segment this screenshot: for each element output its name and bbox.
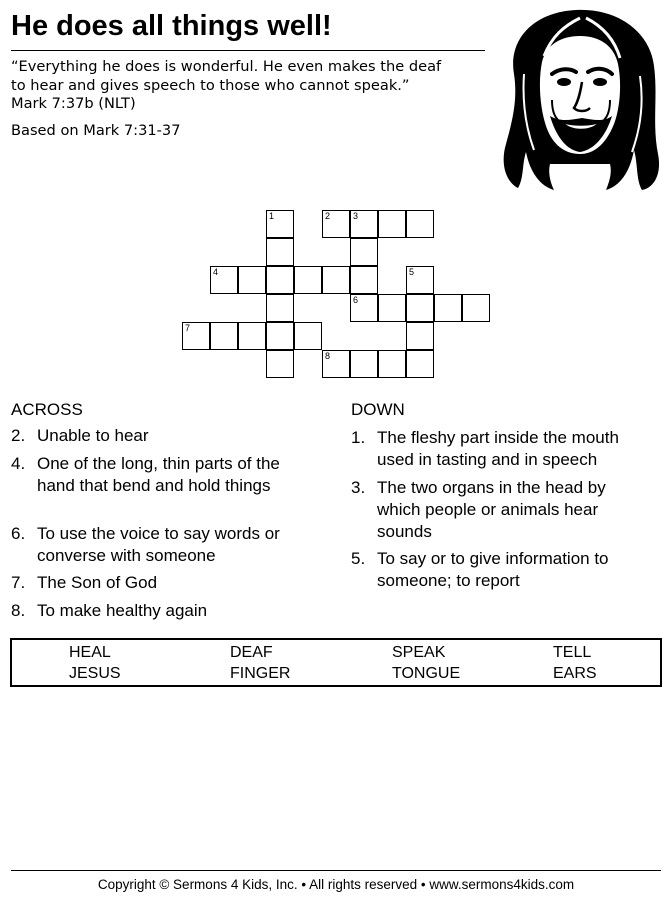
crossword-cell[interactable]: [350, 266, 378, 294]
crossword-cell[interactable]: [462, 294, 490, 322]
scripture-quote: [11, 57, 491, 95]
clue-line: someone; to report: [377, 571, 520, 590]
clue-line: used in tasting and in speech: [377, 450, 598, 469]
cell-number: 6: [353, 295, 359, 305]
cell-number: 5: [409, 267, 415, 277]
crossword-cell[interactable]: [406, 350, 434, 378]
clue-text: [377, 548, 609, 592]
clue-line: To use the voice to say words or: [37, 524, 280, 543]
crossword-cell[interactable]: [378, 210, 406, 238]
crossword-cell[interactable]: [266, 294, 294, 322]
clue-number: 8.: [11, 601, 26, 620]
cell-number: 7: [185, 323, 191, 333]
crossword-cell[interactable]: [294, 266, 322, 294]
word-bank-item: EARS: [553, 665, 597, 682]
crossword-cell[interactable]: [406, 322, 434, 350]
clue-line: sounds: [377, 522, 432, 541]
crossword-cell[interactable]: [378, 294, 406, 322]
across-clue: [11, 453, 280, 497]
crossword-cell[interactable]: [350, 350, 378, 378]
cell-number: 8: [325, 351, 331, 361]
crossword-cell[interactable]: [350, 294, 378, 322]
clue-line: One of the long, thin parts of the: [37, 454, 280, 473]
crossword-cell[interactable]: [322, 266, 350, 294]
word-bank-item: DEAF: [230, 644, 273, 661]
word-bank-item: FINGER: [230, 665, 291, 682]
clue-number: 6.: [11, 524, 26, 543]
word-bank-item: SPEAK: [392, 644, 446, 661]
crossword-cell[interactable]: [266, 210, 294, 238]
footer-divider: [11, 870, 661, 871]
quote-line: “Everything he does is wonderful. He even makes the deaf: [11, 58, 442, 75]
across-clue: [11, 572, 157, 594]
clue-text: [37, 523, 280, 567]
clue-number: 7.: [11, 573, 26, 592]
clue-line: The two organs in the head by: [377, 478, 606, 497]
word-bank-item: TONGUE: [392, 665, 461, 682]
crossword-cell[interactable]: [238, 322, 266, 350]
crossword-cell[interactable]: [406, 210, 434, 238]
across-clue: [11, 523, 280, 567]
clue-line: To say or to give information to: [377, 549, 609, 568]
clue-number: 1.: [351, 428, 366, 447]
clue-number: 5.: [351, 549, 366, 568]
crossword-cell[interactable]: [238, 266, 266, 294]
clue-line: converse with someone: [37, 546, 216, 565]
crossword-cell[interactable]: [434, 294, 462, 322]
clue-line: which people or animals hear: [377, 500, 599, 519]
crossword-cell[interactable]: [406, 294, 434, 322]
across-clue: [11, 600, 207, 622]
crossword-cell[interactable]: [350, 238, 378, 266]
jesus-illustration: [494, 4, 666, 192]
clue-text: To make healthy again: [37, 601, 208, 620]
crossword-cell[interactable]: [322, 210, 350, 238]
clue-text: [377, 427, 619, 471]
clue-number: 2.: [11, 426, 26, 445]
clue-text: [377, 477, 606, 543]
crossword-cell[interactable]: [322, 350, 350, 378]
down-clue: [351, 548, 609, 592]
word-bank-item: HEAL: [69, 644, 111, 661]
quote-line: to hear and gives speech to those who cannot speak.”: [11, 77, 410, 94]
across-heading: ACROSS: [11, 400, 83, 419]
crossword-cell[interactable]: [182, 322, 210, 350]
crossword-cell[interactable]: [266, 322, 294, 350]
clue-line: The fleshy part inside the mouth: [377, 428, 619, 447]
crossword-cell[interactable]: [378, 350, 406, 378]
cell-number: 1: [269, 211, 275, 221]
crossword-cell[interactable]: [350, 210, 378, 238]
clue-line: hand that bend and hold things: [37, 476, 271, 495]
title-divider: [11, 50, 485, 51]
cell-number: 3: [353, 211, 359, 221]
scripture-reference: Mark 7:37b (NLT): [11, 95, 136, 112]
crossword-cell[interactable]: [210, 322, 238, 350]
crossword-cell[interactable]: [406, 266, 434, 294]
crossword-cell[interactable]: [210, 266, 238, 294]
cell-number: 2: [325, 211, 331, 221]
page-title: He does all things well!: [11, 10, 332, 42]
word-bank-item: TELL: [553, 644, 592, 661]
crossword-cell[interactable]: [266, 350, 294, 378]
across-clue: [11, 425, 149, 447]
word-bank-item: JESUS: [69, 665, 121, 682]
down-clue: [351, 477, 606, 543]
clue-number: 4.: [11, 454, 26, 473]
cell-number: 4: [213, 267, 219, 277]
clue-text: The Son of God: [37, 573, 158, 592]
down-heading: DOWN: [351, 400, 405, 419]
clue-text: Unable to hear: [37, 426, 149, 445]
word-bank: [10, 638, 662, 687]
clue-number: 3.: [351, 478, 366, 497]
down-clue: [351, 427, 619, 471]
copyright-footer: Copyright © Sermons 4 Kids, Inc. • All rights reserved • www.sermons4kids.com: [97, 877, 575, 892]
crossword-cell[interactable]: [266, 238, 294, 266]
based-on-text: Based on Mark 7:31-37: [11, 122, 181, 139]
clue-text: [37, 453, 280, 497]
crossword-cell[interactable]: [294, 322, 322, 350]
crossword-cell[interactable]: [266, 266, 294, 294]
